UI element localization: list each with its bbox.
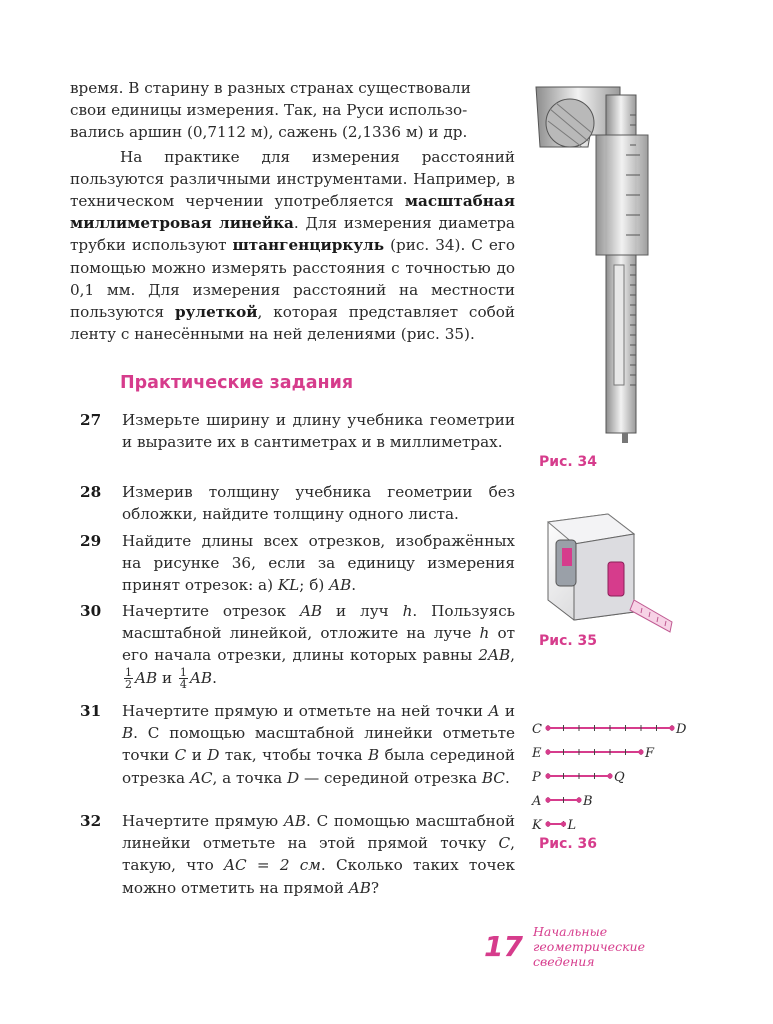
segment-label-left: C: [532, 722, 542, 737]
segment-label-right: B: [583, 794, 593, 809]
segment-label-left: E: [532, 746, 542, 761]
segment-label-right: L: [567, 818, 577, 831]
caliper-illustration: [530, 75, 660, 445]
section-title: Начальные геометрические сведения: [533, 924, 645, 969]
tape-measure-illustration: [538, 508, 678, 638]
segment-endpoint: [545, 821, 550, 826]
task-number: 29: [80, 532, 102, 550]
task-number: 32: [80, 812, 102, 830]
segment-label-left: P: [532, 770, 541, 785]
section-heading: Практические задания: [120, 373, 354, 393]
task-number: 28: [80, 483, 102, 501]
segment-label-left: A: [532, 794, 542, 809]
segment-endpoint: [669, 725, 674, 730]
page-number: 17: [484, 930, 523, 963]
segment-label-right: D: [676, 722, 687, 737]
segment-endpoint: [638, 749, 643, 754]
segment-label-left: K: [532, 818, 542, 831]
task-30: 30 Начертите отрезок AB и луч h. Пользуясь масштабной линейкой, отложите на луче h от его начала отрезки, длины которых равны 2AB, $\frac{1}{2}$ AB и $\frac{1}{4}$ AB.: [80, 602, 516, 692]
intro-text: [70, 77, 515, 345]
task-27: 27 Измерьте ширину и длину учебника геометрии и выразите их в сантиметрах и в миллиметрах.: [80, 411, 515, 452]
segments-figure: [530, 716, 690, 831]
fraction-half: $\frac{1}{2}$: [125, 666, 132, 692]
segment-label-right: Q: [614, 770, 625, 785]
segment-endpoint: [561, 821, 566, 826]
task-31: 31 Начертите прямую и отметьте на ней точки A и B. С помощью масштабной линейки отметьте точки C и D так, чтобы точка B была серединой отрезка AC, а точка D — серединой отрезка BC.: [80, 702, 516, 787]
term-caliper: штангенциркуль: [232, 236, 385, 255]
segment-endpoint: [545, 797, 550, 802]
segment-KL: [531, 818, 576, 831]
task-number: 27: [80, 411, 102, 429]
figure-36-caption: Рис. 36: [539, 836, 598, 852]
term-ruler: масштабная миллиметровая линейка: [70, 192, 515, 233]
segment-EF: [531, 746, 655, 761]
task-number: 31: [80, 702, 102, 720]
segment-endpoint: [545, 725, 550, 730]
segment-endpoint: [545, 773, 550, 778]
fraction-quarter: $\frac{1}{4}$: [179, 666, 187, 692]
segment-PQ: [531, 770, 625, 785]
segment-label-right: F: [645, 746, 655, 761]
intro-paragraph-2: На практике для измерения расстояний пользуются различными инструментами. Например, в техническом черчении употребляется масштабная миллиметровая линейка. Для измерения диаметра трубки используют штангенциркуль (рис. 34). С его помощью можно измерять расстояния с точностью до 0,1 мм. Для измерения расстояний на местности пользуются рулеткой, которая представляет собой ленту с нанесёнными на ней делениями (рис. 35).: [70, 147, 515, 344]
segment-endpoint: [607, 773, 612, 778]
task-number: 30: [80, 602, 102, 620]
segment-endpoint: [576, 797, 581, 802]
term-tape: рулеткой: [175, 303, 258, 322]
task-32: 32 Начертите прямую AB. С помощью масштабной линейки отметьте на этой прямой точку C, такую, что AC = 2 см. Сколько таких точек можно отметить на прямой AB?: [80, 812, 515, 897]
segment-endpoint: [545, 749, 550, 754]
task-29: 29 Найдите длины всех отрезков, изображённых на рисунке 36, если за единицу измерения принят отрезок: а) KL; б) AB.: [80, 532, 515, 595]
figure-34-caption: Рис. 34: [539, 454, 598, 470]
intro-paragraph-1: время. В старину в разных странах существовали свои единицы измерения. Так, на Руси использо- вались аршин (0,7112 м), сажень (2,1336 м) и др.: [70, 79, 471, 142]
figure-35-caption: Рис. 35: [539, 633, 598, 649]
segment-CD: [532, 722, 687, 737]
task-28: 28 Измерив толщину учебника геометрии без обложки, найдите толщину одного листа.: [80, 483, 515, 524]
segment-AB: [531, 794, 593, 809]
